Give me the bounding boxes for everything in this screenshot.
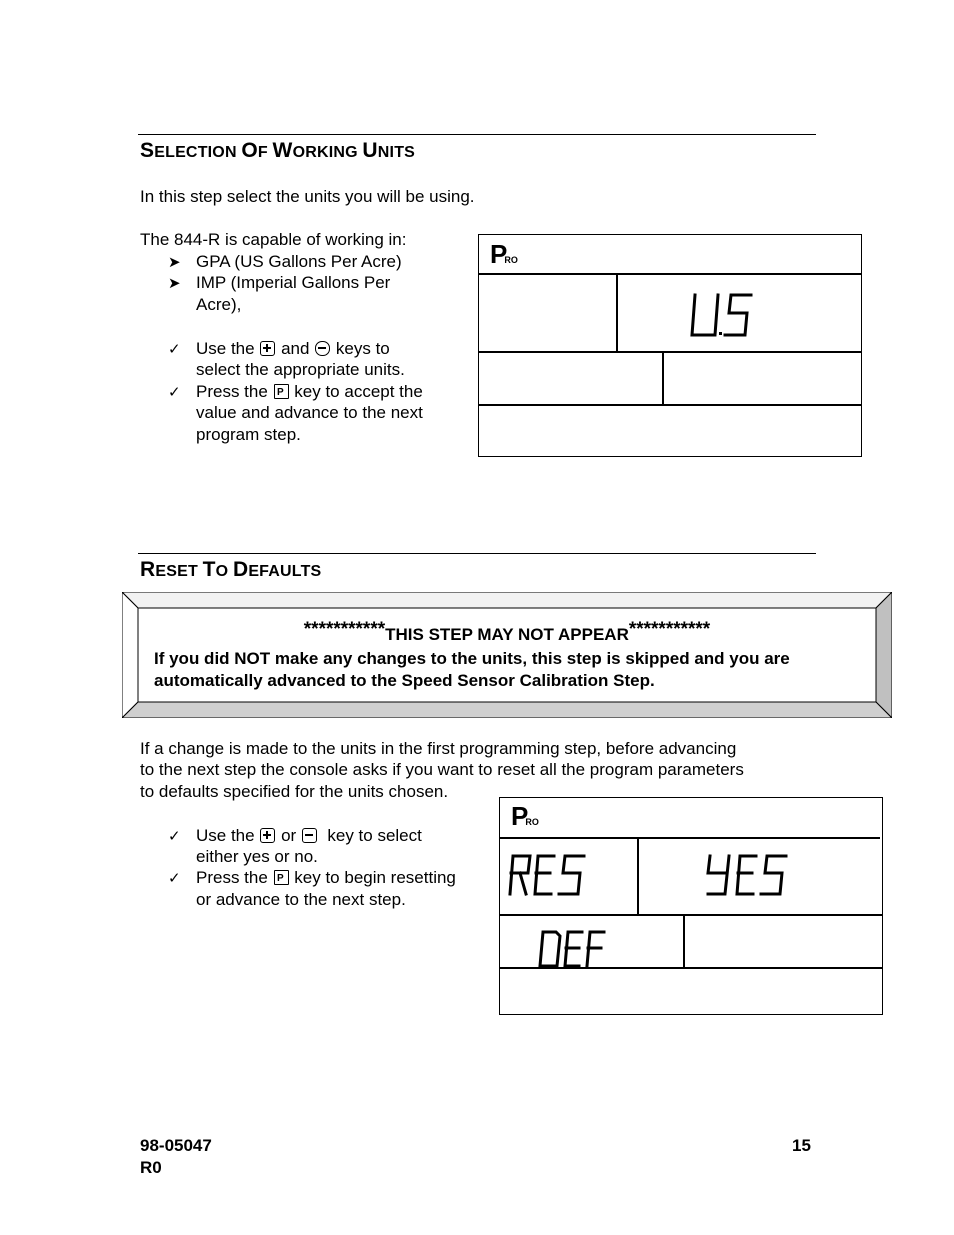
plus-key-icon — [260, 828, 275, 843]
footer-page-number: 15 — [792, 1136, 811, 1155]
arrow-bullet-icon: ➤ — [168, 275, 181, 292]
check-icon: ✓ — [168, 341, 181, 358]
svg-text:P: P — [276, 387, 284, 397]
instruction-select-yes-no: Use the or key to select — [196, 826, 422, 845]
arrow-bullet-icon: ➤ — [168, 254, 181, 271]
minus-key-icon — [315, 341, 330, 356]
plus-key-icon — [260, 341, 275, 356]
lcd-display-units — [478, 234, 862, 457]
p-key-icon — [274, 384, 289, 399]
check-icon: ✓ — [168, 828, 181, 845]
section-divider — [138, 134, 816, 135]
p-key-icon — [274, 870, 289, 885]
instruction-press-p-cont1: value and advance to the next — [196, 403, 423, 422]
lcd-left-readout — [506, 852, 588, 898]
instruction-press-p: Press the P key to accept the — [196, 382, 423, 401]
instruction-press-p-reset-cont: or advance to the next step. — [196, 890, 406, 909]
capable-text: The 844-R is capable of working in: — [140, 230, 407, 249]
pro-logo: PRO — [490, 239, 518, 269]
check-icon: ✓ — [168, 870, 181, 887]
instruction-press-p-cont2: program step. — [196, 425, 301, 444]
option-gpa: GPA (US Gallons Per Acre) — [196, 252, 402, 271]
instruction-press-p-reset: Press the P key to begin resetting — [196, 868, 456, 887]
svg-text:P: P — [276, 873, 284, 883]
intro-text: In this step select the units you will be using. — [140, 187, 475, 206]
instruction-select-yes-no-cont: either yes or no. — [196, 847, 318, 866]
warning-line-2: automatically advanced to the Speed Sensor Calibration Step. — [154, 671, 655, 690]
lcd-main-readout — [689, 291, 759, 341]
section-heading-reset-defaults: RESET TO DEFAULTS — [140, 558, 322, 581]
option-imp: IMP (Imperial Gallons Per — [196, 273, 391, 292]
lcd-display-reset — [499, 797, 883, 1015]
reset-body-line-3: to defaults specified for the units chosen. — [140, 782, 449, 801]
pro-logo: PRO — [511, 801, 539, 831]
instruction-use-keys: Use the and keys to — [196, 339, 390, 358]
warning-line-1: If you did NOT make any changes to the units, this step is skipped and you are — [154, 649, 790, 668]
warning-title: ***********THIS STEP MAY NOT APPEAR*********** — [303, 619, 711, 644]
reset-body-line-1: If a change is made to the units in the first programming step, before advancing — [140, 739, 737, 758]
minus-key-icon — [302, 828, 317, 843]
footer-revision: R0 — [140, 1158, 162, 1177]
check-icon: ✓ — [168, 384, 181, 401]
section-heading-working-units: SELECTION OF WORKING UNITS — [140, 139, 416, 162]
footer-doc-number: 98-05047 — [140, 1136, 212, 1155]
lcd-right-readout — [704, 852, 790, 898]
lcd-bottom-readout — [536, 928, 608, 970]
option-imp-cont: Acre), — [196, 295, 242, 314]
section-divider — [138, 553, 816, 554]
instruction-use-keys-cont: select the appropriate units. — [196, 360, 405, 379]
reset-body-line-2: to the next step the console asks if you want to reset all the program parameters — [140, 760, 744, 779]
